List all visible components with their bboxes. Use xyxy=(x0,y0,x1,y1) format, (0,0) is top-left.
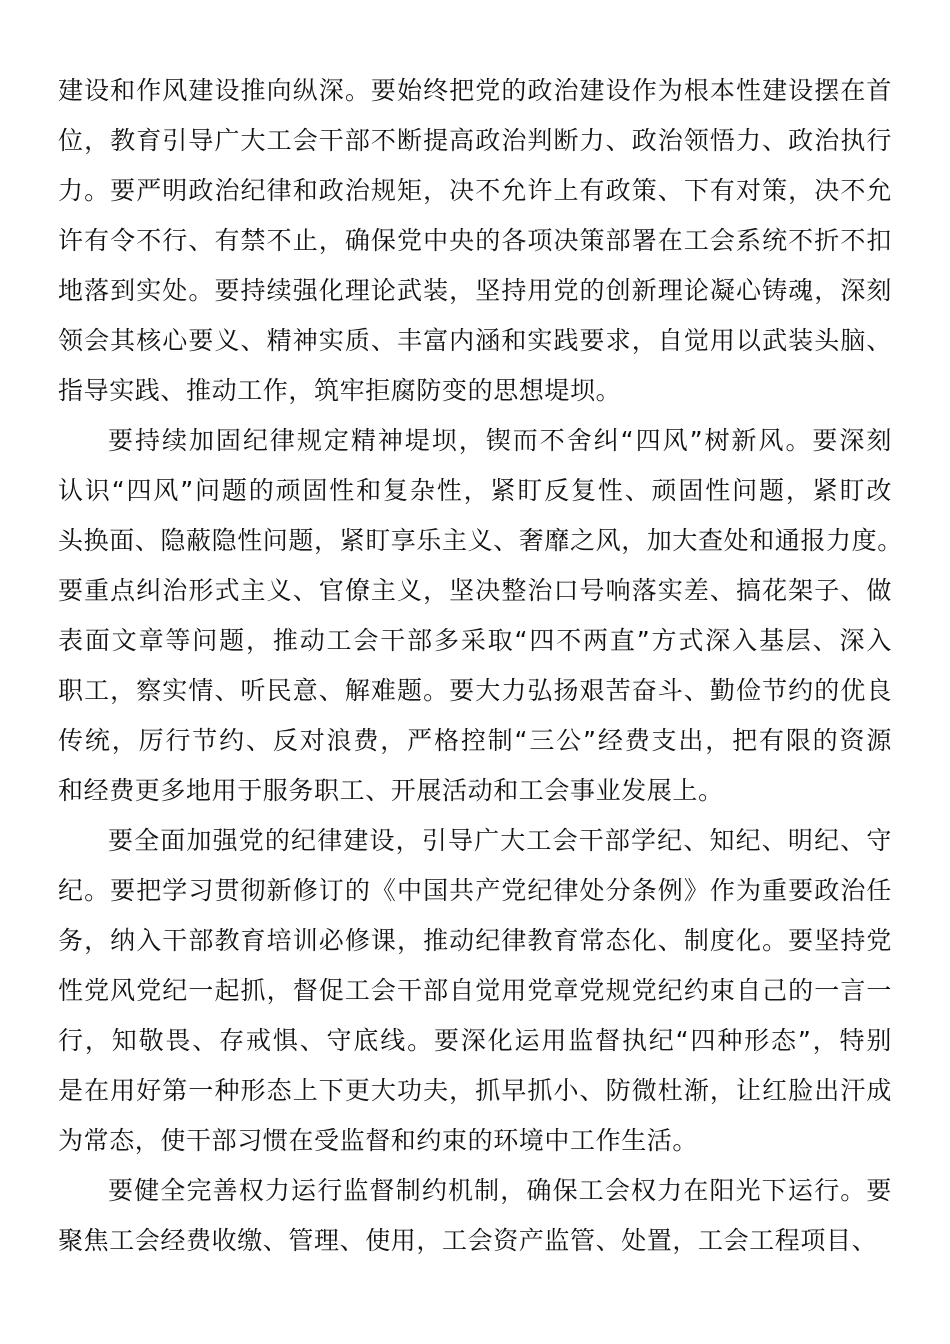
text-line: 要健全完善权力运行监督制约机制，确保工会权力在阳光下运行。要 xyxy=(108,1176,892,1205)
text-line: 务，纳入干部教育培训必修课，推动纪律教育常态化、制度化。要坚持党 xyxy=(58,926,892,955)
text-line: 力。要严明政治纪律和政治规矩，决不允许上有政策、下有对策，决不允 xyxy=(58,176,892,205)
text-line: 领会其核心要义、精神实质、丰富内涵和实践要求，自觉用以武装头脑、 xyxy=(58,326,892,355)
document-page xyxy=(58,66,903,1266)
text-line: 建设和作风建设推向纵深。要始终把党的政治建设作为根本性建设摆在首 xyxy=(58,76,892,105)
paragraph-power-supervision xyxy=(58,1166,892,1266)
paragraph-political-building xyxy=(58,66,892,416)
text-line: 头换面、隐蔽隐性问题，紧盯享乐主义、奢靡之风，加大查处和通报力度。 xyxy=(58,526,903,555)
text-line: 要全面加强党的纪律建设，引导广大工会干部学纪、知纪、明纪、守 xyxy=(108,826,892,855)
text-line: 职工，察实情、听民意、解难题。要大力弘扬艰苦奋斗、勤俭节约的优良 xyxy=(58,676,892,705)
text-line: 要持续加固纪律规定精神堤坝，锲而不舍纠“四风”树新风。要深刻 xyxy=(108,426,892,455)
text-line: 和经费更多地用于服务职工、开展活动和工会事业发展上。 xyxy=(58,776,724,805)
text-line: 许有令不行、有禁不止，确保党中央的各项决策部署在工会系统不折不扣 xyxy=(58,226,892,255)
text-line: 传统，厉行节约、反对浪费，严格控制“三公”经费支出，把有限的资源 xyxy=(58,726,892,755)
paragraph-discipline-building xyxy=(58,816,892,1166)
text-line: 纪。要把学习贯彻新修订的《中国共产党纪律处分条例》作为重要政治任 xyxy=(58,876,892,905)
text-line: 认识“四风”问题的顽固性和复杂性，紧盯反复性、顽固性问题，紧盯改 xyxy=(58,476,892,505)
text-line: 是在用好第一种形态上下更大功夫，抓早抓小、防微杜渐，让红脸出汗成 xyxy=(58,1076,892,1105)
text-line: 表面文章等问题，推动工会干部多采取“四不两直”方式深入基层、深入 xyxy=(58,626,892,655)
text-line: 地落到实处。要持续强化理论武装，坚持用党的创新理论凝心铸魂，深刻 xyxy=(58,276,892,305)
text-line: 要重点纠治形式主义、官僚主义，坚决整治口号响落实差、搞花架子、做 xyxy=(58,576,892,605)
text-line: 为常态，使干部习惯在受监督和约束的环境中工作生活。 xyxy=(58,1126,699,1155)
text-line: 指导实践、推动工作，筑牢拒腐防变的思想堤坝。 xyxy=(58,376,622,405)
text-line: 聚焦工会经费收缴、管理、使用，工会资产监管、处置，工会工程项目、 xyxy=(58,1226,878,1255)
paragraph-four-styles xyxy=(58,416,903,816)
text-line: 性党风党纪一起抓，督促工会干部自觉用党章党规党纪约束自己的一言一 xyxy=(58,976,892,1005)
text-line: 位，教育引导广大工会干部不断提高政治判断力、政治领悟力、政治执行 xyxy=(58,126,892,155)
text-line: 行，知敬畏、存戒惧、守底线。要深化运用监督执纪“四种形态”，特别 xyxy=(58,1026,892,1055)
